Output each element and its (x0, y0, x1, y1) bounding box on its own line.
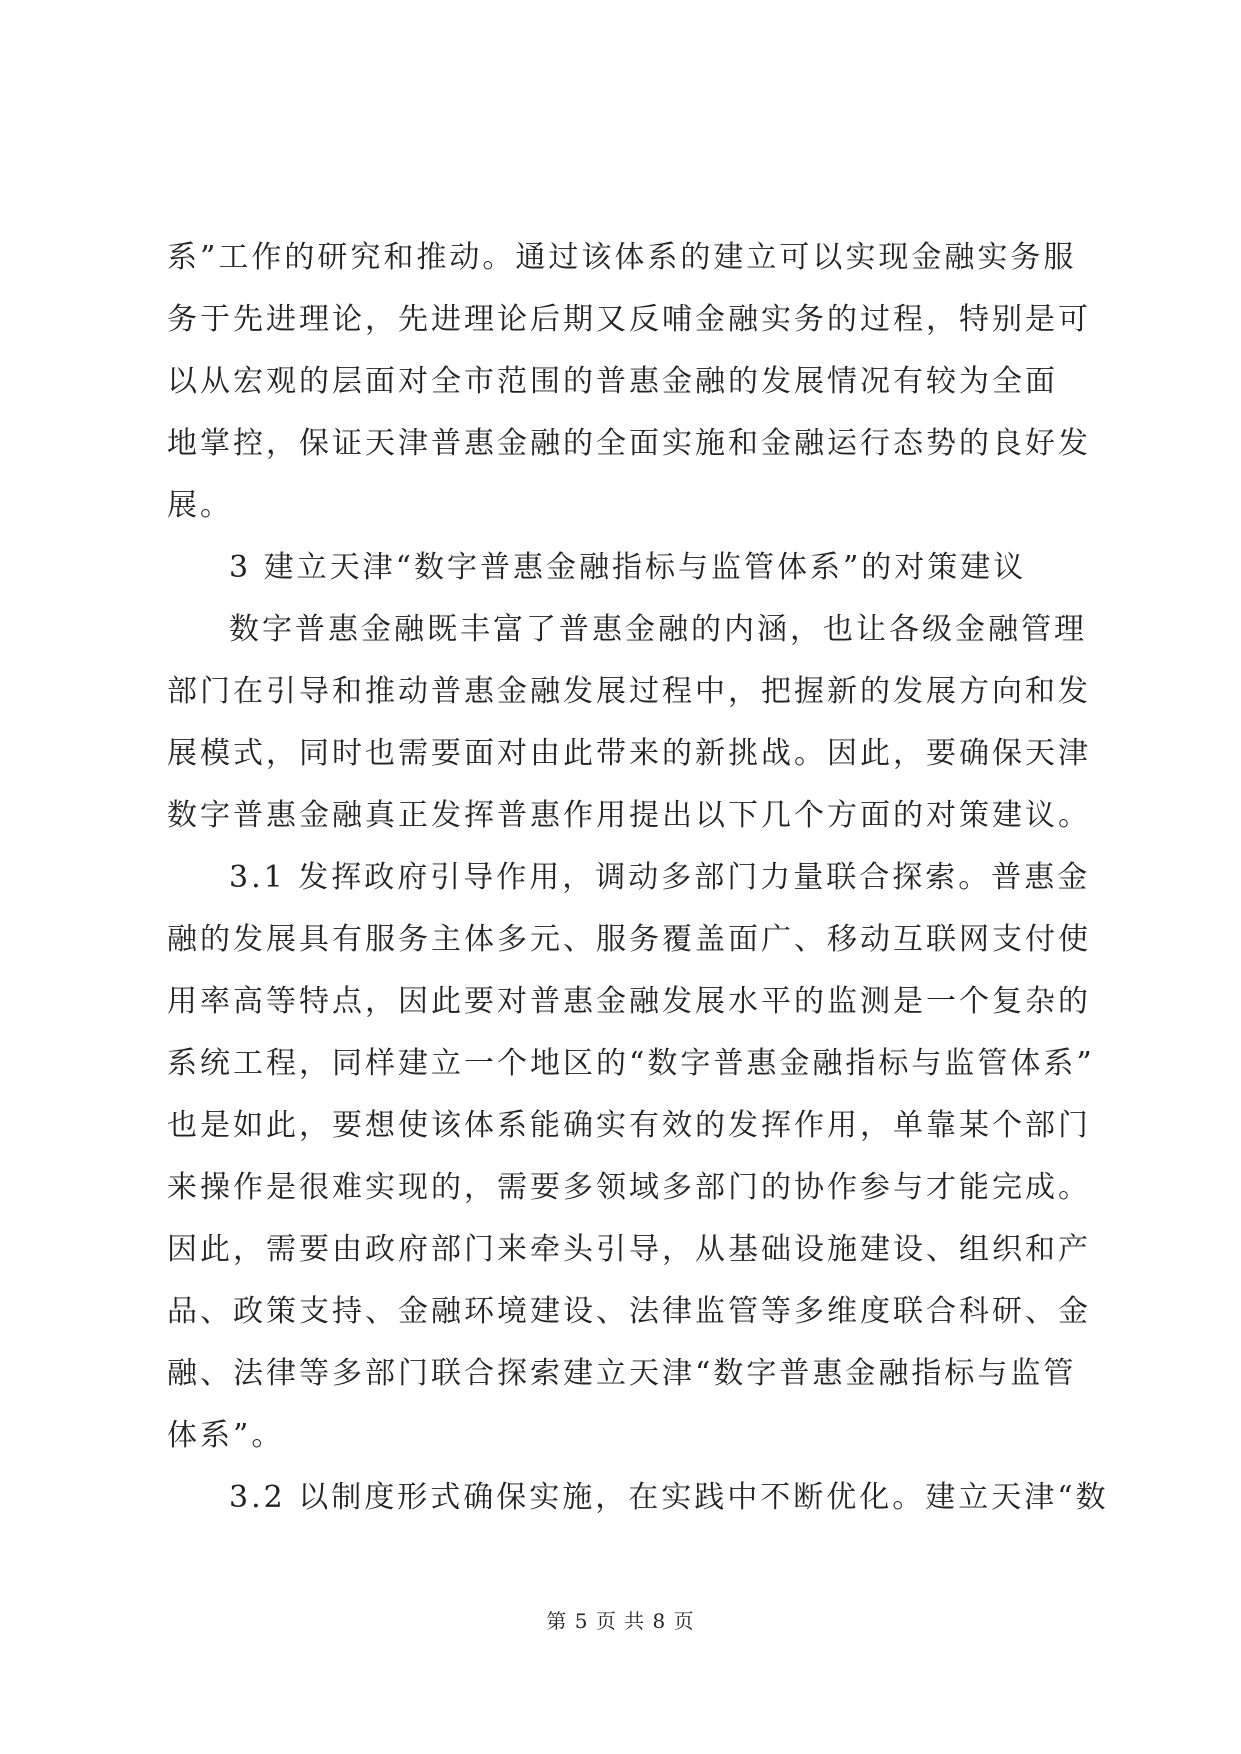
text-line: 系”工作的研究和推动。通过该体系的建立可以实现金融实务服 (167, 240, 1077, 275)
page-number-footer: 第 5 页 共 8 页 (546, 1609, 695, 1633)
text-line: 品、政策支持、金融环境建设、法律监管等多维度联合科研、金 (167, 1294, 1091, 1329)
text-line: 体系”。 (167, 1418, 285, 1453)
text-line: 来操作是很难实现的，需要多领域多部门的协作参与才能完成。 (167, 1170, 1091, 1205)
text-line: 融、法律等多部门联合探索建立天津“数字普惠金融指标与监管 (167, 1356, 1077, 1391)
text-line: 数字普惠金融真正发挥普惠作用提出以下几个方面的对策建议。 (167, 798, 1091, 833)
text-line: 因此，需要由政府部门来牵头引导，从基础设施建设、组织和产 (167, 1232, 1091, 1267)
text-line: 系统工程，同样建立一个地区的“数字普惠金融指标与监管体系” (167, 1046, 1095, 1081)
text-line: 也是如此，要想使该体系能确实有效的发挥作用，单靠某个部门 (167, 1108, 1091, 1143)
text-line: 数字普惠金融既丰富了普惠金融的内涵，也让各级金融管理 (229, 612, 1087, 647)
text-line: 地掌控，保证天津普惠金融的全面实施和金融运行态势的良好发 (167, 426, 1091, 461)
text-line: 务于先进理论，先进理论后期又反哺金融实务的过程，特别是可 (167, 302, 1091, 337)
text-line: 3.1 发挥政府引导作用，调动多部门力量联合探索。普惠金 (229, 860, 1091, 895)
text-line: 融的发展具有服务主体多元、服务覆盖面广、移动互联网支付使 (167, 922, 1091, 957)
text-line: 展。 (167, 488, 233, 523)
text-line: 展模式，同时也需要面对由此带来的新挑战。因此，要确保天津 (167, 736, 1091, 771)
section-heading: 3 建立天津“数字普惠金融指标与监管体系”的对策建议 (229, 550, 1027, 585)
text-line: 用率高等特点，因此要对普惠金融发展水平的监测是一个复杂的 (167, 984, 1091, 1019)
text-line: 以从宏观的层面对全市范围的普惠金融的发展情况有较为全面 (167, 364, 1058, 399)
text-line: 3.2 以制度形式确保实施，在实践中不断优化。建立天津“数 (229, 1480, 1109, 1515)
text-line: 部门在引导和推动普惠金融发展过程中，把握新的发展方向和发 (167, 674, 1091, 709)
document-body (167, 227, 1109, 1529)
